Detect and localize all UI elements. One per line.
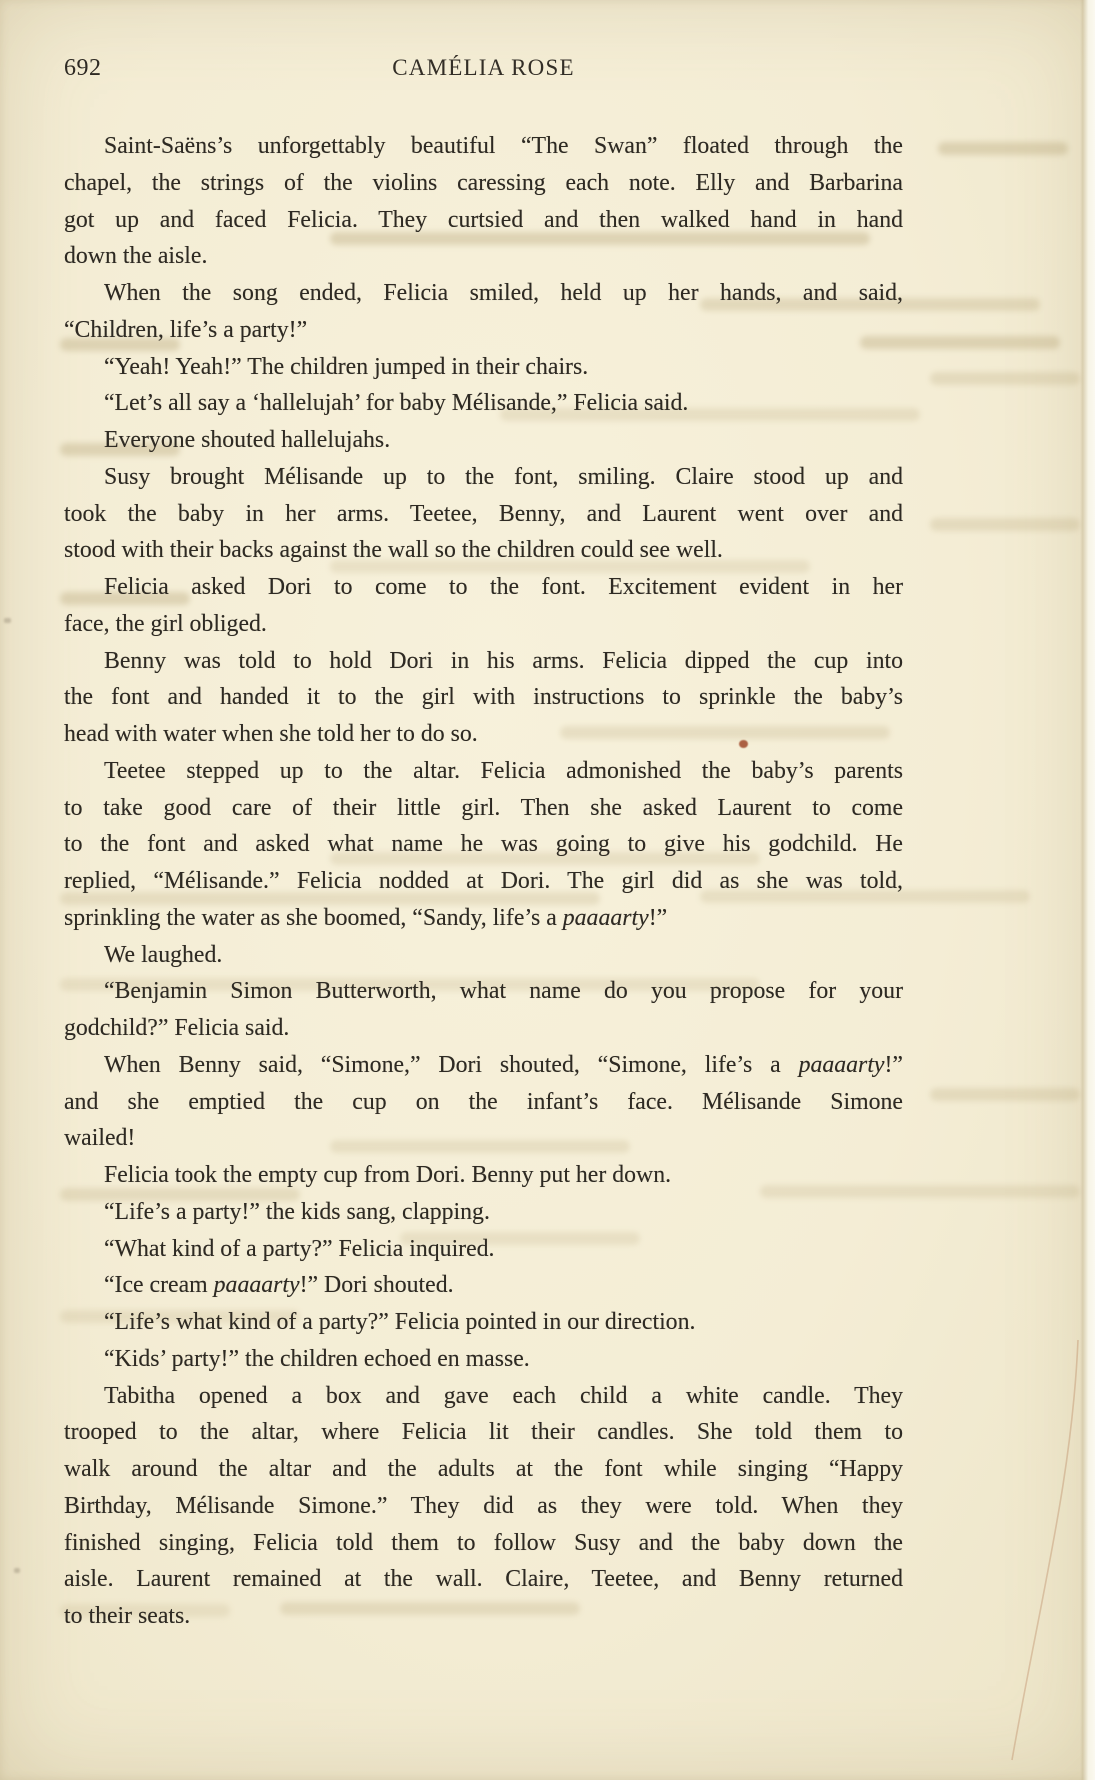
text-line: “Let’s all say a ‘hallelujah’ for baby Mélisande,” Felicia said. (104, 390, 689, 417)
text-line: “Benjamin Simon Butterworth, what name do you propose for your (104, 978, 903, 1005)
text-line: took the baby in her arms. Teetee, Benny, and Laurent went over and (64, 500, 903, 527)
text-line: Teetee stepped up to the altar. Felicia admonished the baby’s parents (104, 757, 903, 784)
text-line: finished singing, Felicia told them to follow Susy and the baby down the (64, 1529, 903, 1556)
bleed-through-smudge (930, 518, 1080, 531)
text-line: Benny was told to hold Dori in his arms. Felicia dipped the cup into (104, 647, 903, 674)
text-line: sprinkling the water as she boomed, “Sandy, life’s a paaaarty!” (64, 904, 668, 931)
text-line: walk around the altar and the adults at the font while singing “Happy (64, 1456, 903, 1482)
text-line: When Benny said, “Simone,” Dori shouted, “Simone, life’s a paaaarty!” (104, 1051, 903, 1078)
text-line: stood with their backs against the wall so the children could see well. (64, 537, 723, 564)
text-line: “Kids’ party!” the children echoed en masse. (104, 1345, 530, 1372)
edge-mark (4, 618, 11, 623)
text-line: “What kind of a party?” Felicia inquired. (104, 1235, 495, 1262)
text-line: “Life’s a party!” the kids sang, clapping. (104, 1198, 490, 1225)
bleed-through-smudge (930, 1088, 1080, 1101)
text-line: replied, “Mélisande.” Felicia nodded at Dori. The girl did as she was told, (64, 868, 903, 894)
text-line: to their seats. (64, 1603, 191, 1629)
text-line: Felicia asked Dori to come to the font. Excitement evident in her (104, 574, 903, 600)
text-line: Birthday, Mélisande Simone.” They did as they were told. When they (64, 1492, 903, 1519)
text-line: godchild?” Felicia said. (64, 1015, 290, 1041)
text-line: “Life’s what kind of a party?” Felicia pointed in our direction. (104, 1309, 696, 1335)
text-line: “Ice cream paaaarty!” Dori shouted. (104, 1272, 454, 1299)
text-line: chapel, the strings of the violins caressing each note. Elly and Barbarina (64, 169, 903, 196)
body-text (64, 128, 903, 1635)
text-line: Susy brought Mélisande up to the font, smiling. Claire stood up and (104, 463, 903, 490)
text-line: face, the girl obliged. (64, 610, 267, 637)
text-line: got up and faced Felicia. They curtsied and then walked hand in hand (64, 206, 903, 233)
text-line: the font and handed it to the girl with instructions to sprinkle the baby’s (64, 684, 903, 711)
text-line: Felicia took the empty cup from Dori. Benny put her down. (104, 1162, 672, 1188)
text-line: trooped to the altar, where Felicia lit their candles. She told them to (64, 1419, 903, 1446)
text-line: head with water when she told her to do so. (64, 721, 478, 747)
text-line: down the aisle. (64, 243, 208, 270)
text-line: Everyone shouted hallelujahs. (104, 427, 391, 453)
edge-mark (14, 1568, 20, 1573)
text-line: When the song ended, Felicia smiled, held up her hands, and said, (104, 280, 903, 306)
text-line: “Yeah! Yeah!” The children jumped in their chairs. (104, 353, 589, 380)
text-line: “Children, life’s a party!” (64, 316, 308, 343)
text-line: wailed! (64, 1125, 136, 1152)
bleed-through-smudge (938, 142, 1068, 155)
page-crease-line (980, 1300, 1095, 1780)
text-line: Tabitha opened a box and gave each child a white candle. They (104, 1382, 903, 1409)
text-line: to take good care of their little girl. Then she asked Laurent to come (64, 794, 903, 821)
page-number: 692 (64, 55, 102, 81)
running-header: CAMÉLIA ROSE (392, 55, 575, 80)
text-line: We laughed. (104, 941, 223, 968)
page-edge (1080, 0, 1095, 1780)
text-line: aisle. Laurent remained at the wall. Claire, Teetee, and Benny returned (64, 1566, 903, 1593)
text-line: Saint-Saëns’s unforgettably beautiful “The Swan” floated through the (104, 133, 903, 159)
text-line: and she emptied the cup on the infant’s face. Mélisande Simone (64, 1088, 903, 1115)
bleed-through-smudge (930, 372, 1080, 385)
text-line: to the font and asked what name he was going to give his godchild. He (64, 831, 903, 858)
ink-speck (739, 740, 748, 748)
